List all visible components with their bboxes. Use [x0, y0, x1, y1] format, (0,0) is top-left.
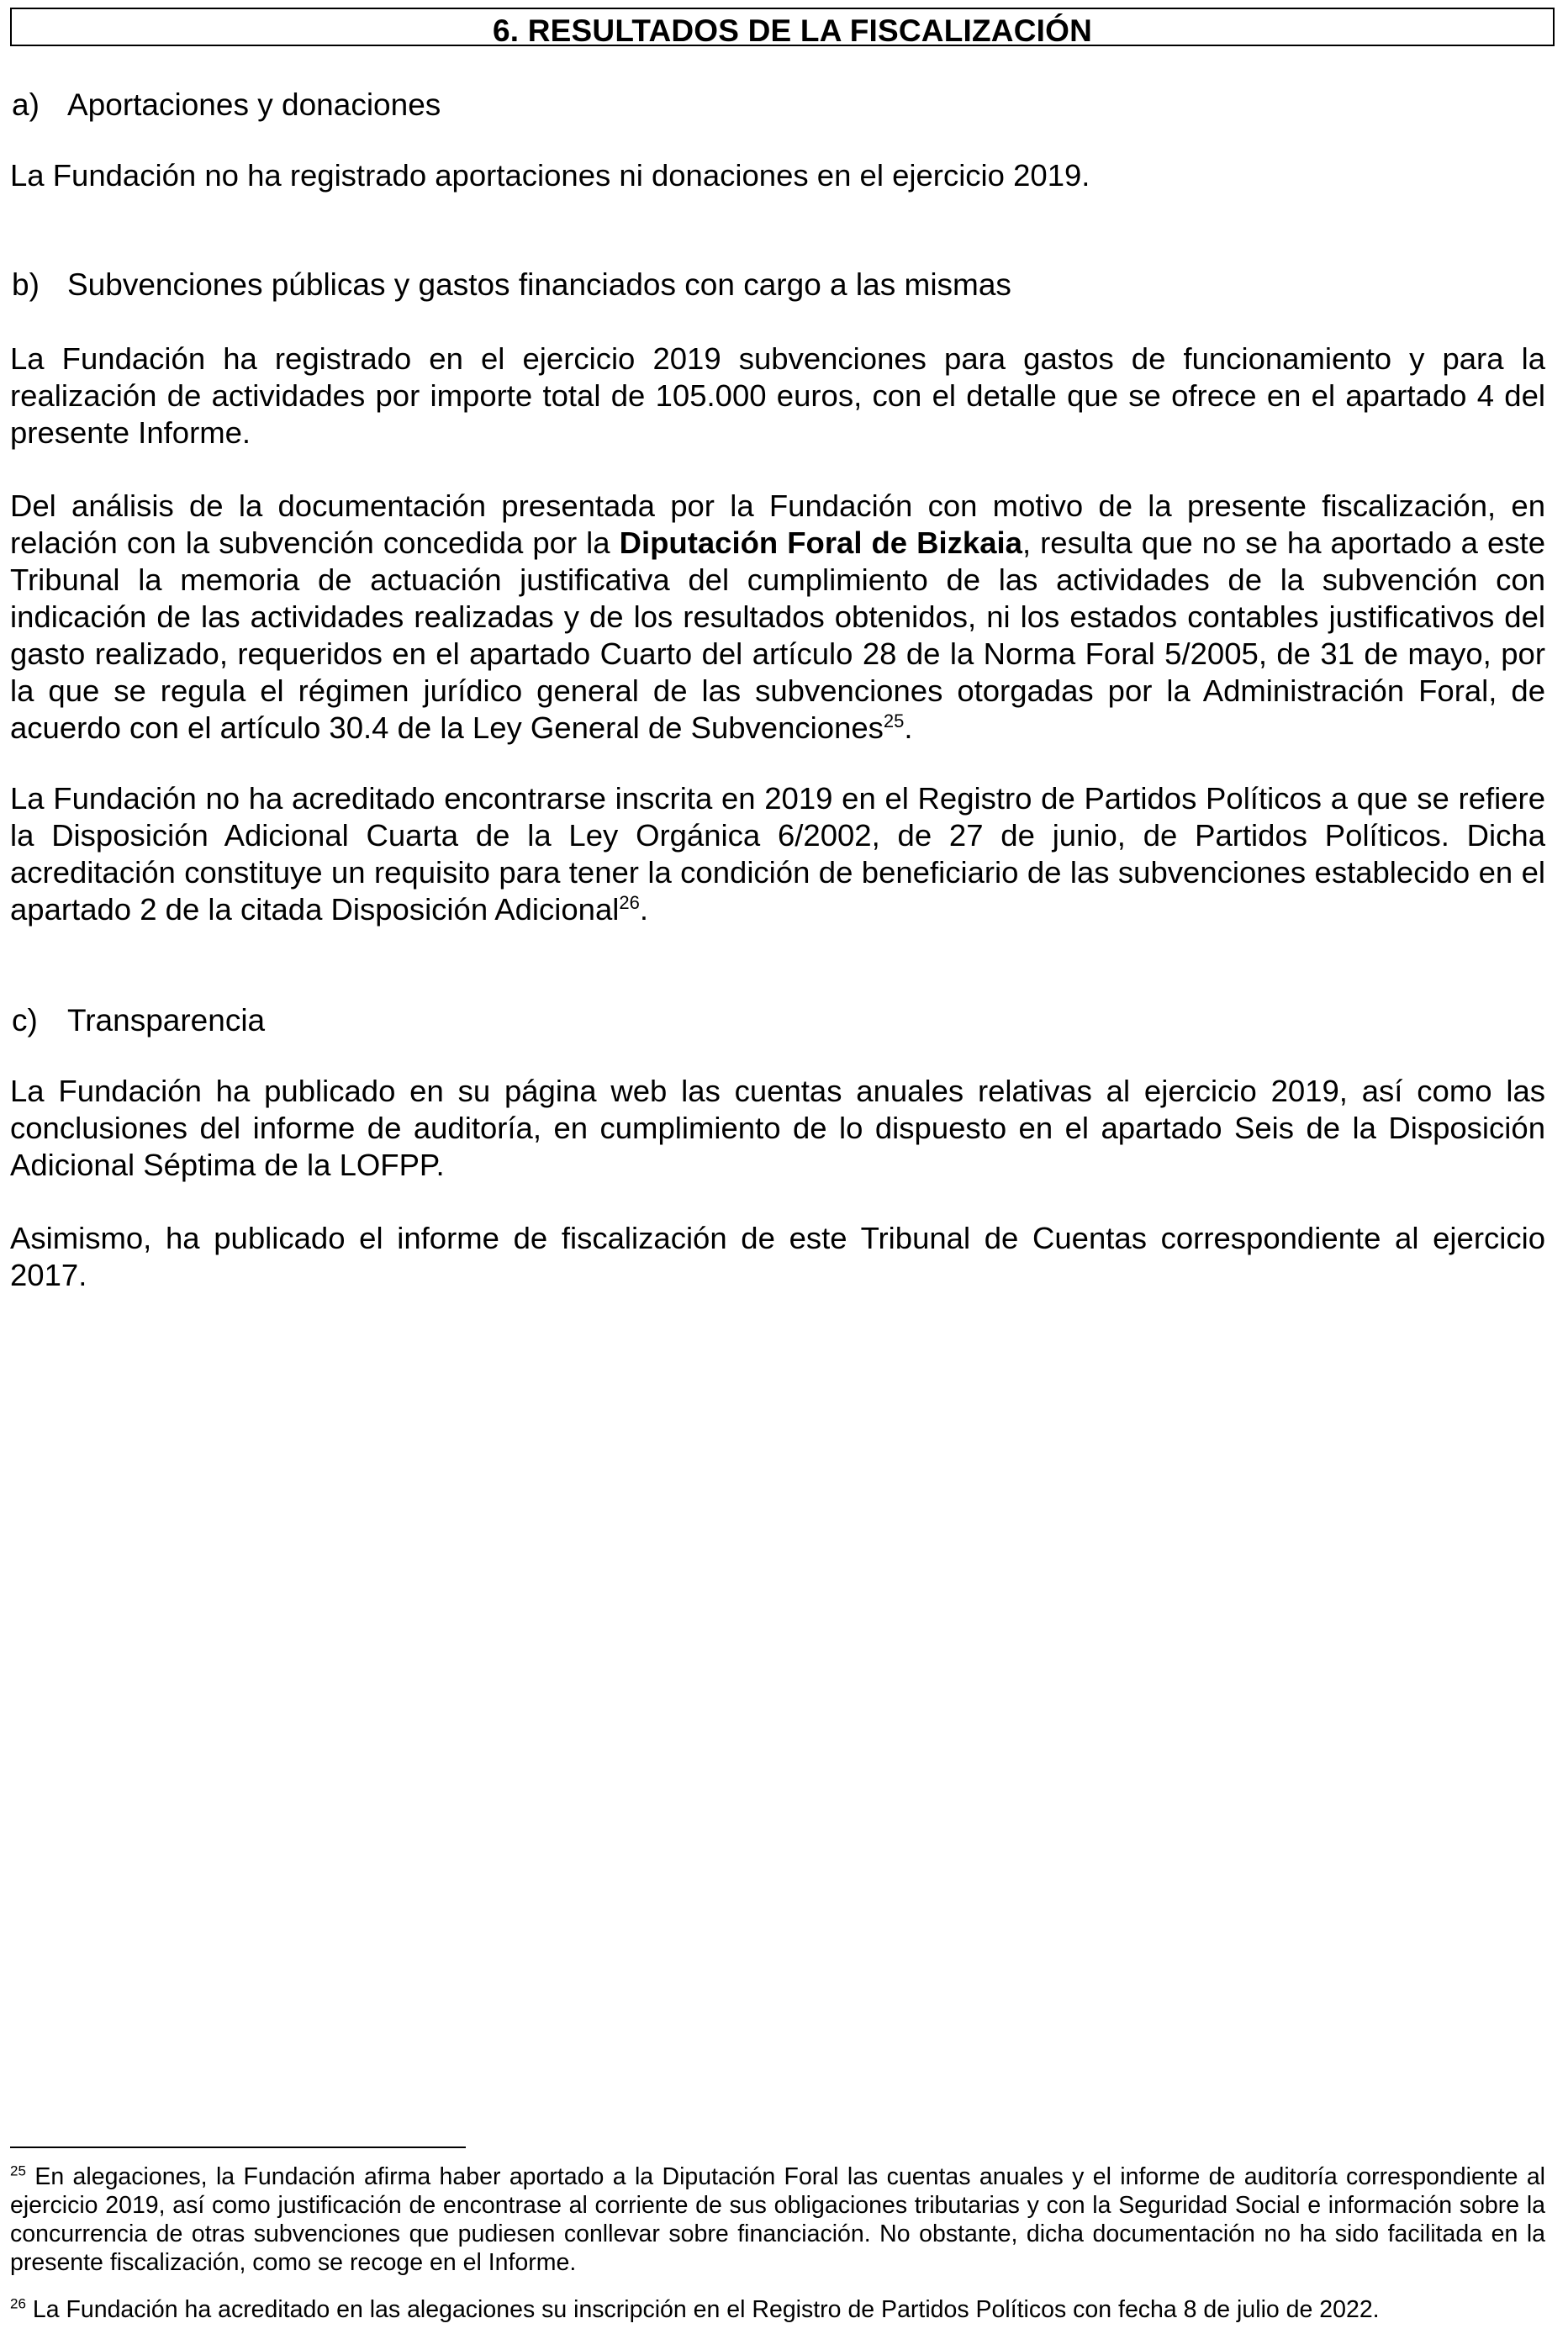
- footnote-number: 26: [10, 2295, 26, 2312]
- footnote-ref: 26: [619, 891, 640, 913]
- paragraph: La Fundación ha registrado en el ejercicio 2019 subvenciones para gastos de funcionamiento y para la realización de actividades por importe total de 105.000 euros, con el detalle que se ofrece en el apartado 4 del presente Informe.: [10, 341, 1545, 450]
- subsection-heading-b: [12, 267, 1011, 303]
- paragraph: La Fundación no ha registrado aportaciones ni donaciones en el ejercicio 2019.: [10, 158, 1090, 193]
- footnote-ref: 25: [883, 710, 905, 731]
- subsection-label: b): [12, 267, 40, 302]
- section-header-box: [10, 8, 1555, 46]
- section-title: 6. RESULTADOS DE LA FISCALIZACIÓN: [493, 13, 1093, 48]
- highlighted-entity: Diputación Foral de Bizkaia: [619, 525, 1022, 560]
- footnote: $^{25}$ En alegaciones, la Fundación afirma haber aportado a la Diputación Foral las cuentas anuales y el informe de auditoría correspondiente al ejercicio 2019, así como justificación de encontrase al corriente de sus obligaciones tributarias y con la Seguridad Social e información sobre la concurrencia de otras subvenciones que pudiesen conllevar sobre financiación. No obstante, dicha documentación no ha sido facilitada en la presente fiscalización, como se recoge en el Informe.: [10, 2162, 1545, 2276]
- footnote: $^{26}$ La Fundación ha acreditado en las alegaciones su inscripción en el Registro de Partidos Políticos con fecha 8 de julio de 2022.: [10, 2295, 1380, 2323]
- subsection-title: Subvenciones públicas y gastos financiados con cargo a las mismas: [67, 267, 1011, 302]
- footnote-number: 25: [10, 2162, 26, 2179]
- subsection-title: Transparencia: [67, 1003, 266, 1038]
- paragraph: Asimismo, ha publicado el informe de fiscalización de este Tribunal de Cuentas correspondiente al ejercicio 2017.: [10, 1221, 1545, 1292]
- footnote-separator: [10, 2147, 466, 2148]
- subsection-label: a): [12, 87, 40, 122]
- subsection-heading-c: [12, 1003, 265, 1038]
- subsection-label: c): [12, 1003, 38, 1038]
- paragraph: La Fundación no ha acreditado encontrarse inscrita en 2019 en el Registro de Partidos Políticos a que se refiere la Disposición Adicional Cuarta de la Ley Orgánica 6/2002, de 27 de junio, de Partidos Políticos. Dicha acreditación constituye un requisito para tener la condición de beneficiario de las subvenciones establecido en el apartado 2 de la citada Disposición Adicional$^{26}$.: [10, 781, 1545, 927]
- paragraph: Del análisis de la documentación presentada por la Fundación con motivo de la presente fiscalización, en relación con la subvención concedida por la Diputación Foral de Bizkaia, resulta que no se ha aportado a este Tribunal la memoria de actuación justificativa del cumplimiento de las actividades de la subvención con indicación de las actividades realizadas y de los resultados obtenidos, ni los estados contables justificativos del gasto realizado, requeridos en el apartado Cuarto del artículo 28 de la Norma Foral 5/2005, de 31 de mayo, por la que se regula el régimen jurídico general de las subvenciones otorgadas por la Administración Foral, de acuerdo con el artículo 30.4 de la Ley General de Subvenciones$^{25}$.: [10, 488, 1545, 745]
- subsection-heading-a: [12, 87, 441, 123]
- subsection-title: Aportaciones y donaciones: [67, 87, 441, 122]
- paragraph: La Fundación ha publicado en su página web las cuentas anuales relativas al ejercicio 2019, así como las conclusiones del informe de auditoría, en cumplimiento de lo dispuesto en el apartado Seis de la Disposición Adicional Séptima de la LOFPP.: [10, 1074, 1545, 1182]
